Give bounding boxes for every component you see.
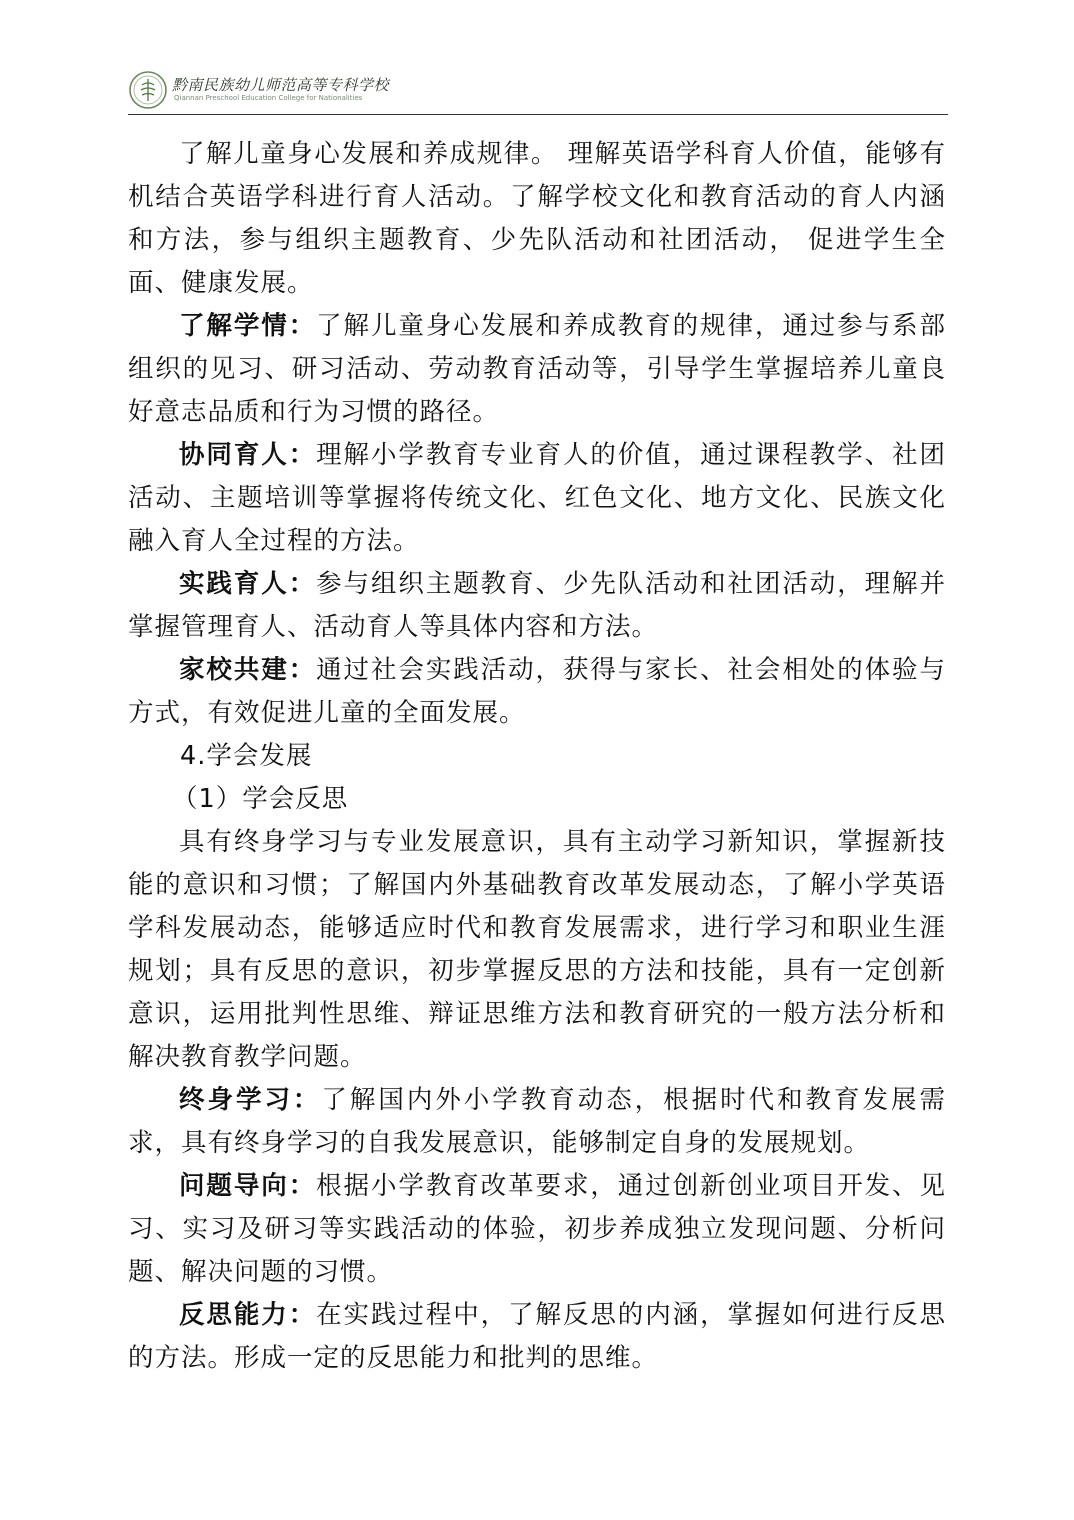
paragraph-lead: 反思能力： (179, 1300, 317, 1330)
paragraph-problem-oriented: 问题导向：根据小学教育改革要求，通过创新创业项目开发、见习、实习及研习等实践活动的体验，初步养成独立发现问题、分析问题、解决问题的习惯。 (128, 1171, 946, 1287)
page-header (128, 70, 948, 116)
sub-heading: （1）学会反思 (172, 784, 349, 814)
paragraph-lifelong-learning: 终身学习：了解国内外小学教育动态，根据时代和教育发展需求，具有终身学习的自我发展意识，能够制定自身的发展规划。 (128, 1085, 946, 1158)
paragraph-lead: 终身学习： (179, 1085, 322, 1115)
paragraph-lead: 协同育人： (179, 440, 317, 470)
paragraph-collaborative-education: 协同育人：理解小学教育专业育人的价值，通过课程教学、社团活动、主题培训等掌握将传统文化、红色文化、地方文化、民族文化融入育人全过程的方法。 (128, 440, 946, 556)
paragraph: 具有终身学习与专业发展意识，具有主动学习新知识，掌握新技能的意识和习惯；了解国内外基础教育改革发展动态，了解小学英语学科发展动态，能够适应时代和教育发展需求，进行学习和职业生涯规划；具有反思的意识，初步掌握反思的方法和技能，具有一定创新意识，运用批判性思维、辩证思维方法和教育研究的一般方法分析和解决教育教学问题。 (128, 827, 946, 1072)
school-logo-icon (128, 70, 168, 110)
paragraph-home-school: 家校共建：通过社会实践活动，获得与家长、社会相处的体验与方式，有效促进儿童的全面发展。 (128, 655, 946, 728)
paragraph-lead: 家校共建： (179, 655, 317, 685)
paragraph-reflection-ability: 反思能力：在实践过程中，了解反思的内涵，掌握如何进行反思的方法。形成一定的反思能力和批判的思维。 (128, 1300, 946, 1373)
paragraph-lead: 实践育人： (179, 569, 317, 599)
section-heading: 4.学会发展 (180, 741, 313, 771)
school-name-cn: 黔南民族幼儿师范高等专科学校 (172, 76, 390, 94)
header-divider (128, 114, 948, 115)
paragraph-understand-students: 了解学情：了解儿童身心发展和养成教育的规律，通过参与系部组织的见习、研习活动、劳动教育活动等，引导学生掌握培养儿童良好意志品质和行为习惯的路径。 (128, 311, 946, 427)
school-name-en: Qiannan Preschool Education College for Nationalities (174, 94, 363, 102)
paragraph-lead: 了解学情： (179, 311, 317, 341)
paragraph-lead: 问题导向： (179, 1171, 317, 1201)
document-body (128, 133, 946, 1380)
paragraph-practice-education: 实践育人：参与组织主题教育、少先队活动和社团活动，理解并掌握管理育人、活动育人等具体内容和方法。 (128, 569, 946, 642)
paragraph: 了解儿童身心发展和养成规律。 理解英语学科育人价值，能够有机结合英语学科进行育人活动。了解学校文化和教育活动的育人内涵和方法，参与组织主题教育、少先队活动和社团活动， 促进学生全面、健康发展。 (128, 139, 946, 298)
